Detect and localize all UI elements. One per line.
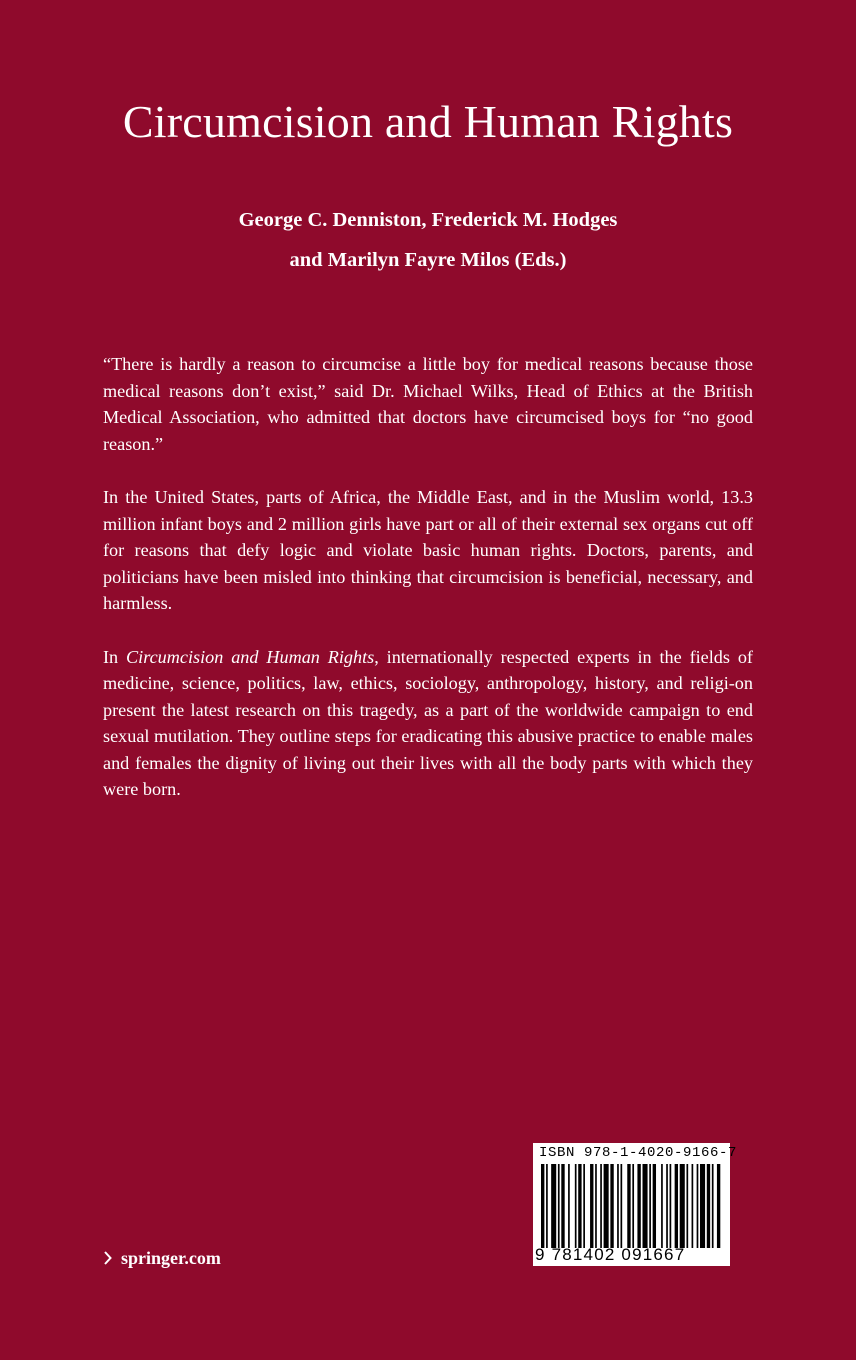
barcode-stripe — [627, 1164, 630, 1248]
barcode-stripe — [697, 1164, 699, 1248]
paragraph-3-book-title: Circumcision and Human Rights — [126, 646, 375, 667]
barcode-stripe — [643, 1164, 648, 1248]
barcode-stripe — [551, 1164, 556, 1248]
barcode-stripe — [617, 1164, 619, 1248]
description-paragraph-3 — [103, 644, 753, 803]
editors-line-1: George C. Denniston, Frederick M. Hodges — [238, 209, 618, 231]
barcode-stripe — [653, 1164, 656, 1248]
editors-line-2: and Marilyn Fayre Milos (Eds.) — [289, 249, 567, 271]
barcode-stripe — [661, 1164, 663, 1248]
barcode-stripe — [707, 1164, 710, 1248]
springer-url: springer.com — [121, 1248, 221, 1268]
barcode-stripe — [700, 1164, 705, 1248]
isbn-number: ISBN 978-1-4020-9166-7 — [539, 1145, 738, 1161]
barcode-stripe — [637, 1164, 640, 1248]
isbn-barcode — [533, 1143, 738, 1266]
barcode-stripe — [595, 1164, 597, 1248]
barcode-stripe — [632, 1164, 634, 1248]
barcode-digits: 9 781402 091667 — [535, 1245, 686, 1264]
barcode-stripe — [717, 1164, 720, 1248]
barcode-stripe — [583, 1164, 585, 1248]
description-paragraph-2: In the United States, parts of Africa, the Middle East, and in the Muslim world, 13.3 million infant boys and 2 million girls have part or all of their external sex organs cut off for reasons that defy logic and violate basic human rights. Doctors, parents, and politicians have been misled into thinking that circumcision is beneficial, necessary, and harmless. — [103, 487, 753, 613]
barcode-stripe — [666, 1164, 668, 1248]
paragraph-3-body: , internationally respected experts in the fields of medicine, science, politics, law, ethics, sociology, anthropology, history, and religi-on present the latest research on this tragedy, as a part of the worldwide campaign to end sexual mutilation. They outline steps for eradicating this abusive practice to enable males and females the dignity of living out their lives with all the body parts with which they were born. — [103, 646, 753, 799]
barcode-stripe — [546, 1164, 548, 1248]
barcode-bars — [541, 1164, 722, 1248]
barcode-stripe — [561, 1164, 564, 1248]
barcode-stripe — [712, 1164, 714, 1248]
barcode-stripe — [649, 1164, 651, 1248]
barcode-stripe — [692, 1164, 694, 1248]
barcode-stripe — [541, 1164, 544, 1248]
book-description — [103, 351, 753, 830]
barcode-stripe — [600, 1164, 602, 1248]
barcode-stripe — [675, 1164, 678, 1248]
book-editors — [40, 200, 816, 280]
barcode-stripe — [686, 1164, 688, 1248]
barcode-stripe — [604, 1164, 609, 1248]
barcode-stripe — [680, 1164, 685, 1248]
description-paragraph-1: “There is hardly a reason to circumcise a little boy for medical reasons because those medical reasons don’t exist,” said Dr. Michael Wilks, Head of Ethics at the British Medical Association, who admitted that doctors have circumcised boys for “no good reason.” — [103, 354, 753, 454]
barcode-stripe — [575, 1164, 577, 1248]
barcode-stripe — [568, 1164, 570, 1248]
paragraph-3-prefix: In — [103, 646, 127, 667]
chevron-right-icon — [104, 1251, 112, 1265]
springer-link[interactable] — [104, 1246, 221, 1270]
barcode-stripe — [621, 1164, 623, 1248]
barcode-stripe — [610, 1164, 613, 1248]
barcode-stripe — [590, 1164, 593, 1248]
barcode-stripe — [578, 1164, 581, 1248]
barcode-stripe — [670, 1164, 672, 1248]
book-title: Circumcision and Human Rights — [122, 96, 734, 147]
barcode-stripe — [558, 1164, 560, 1248]
